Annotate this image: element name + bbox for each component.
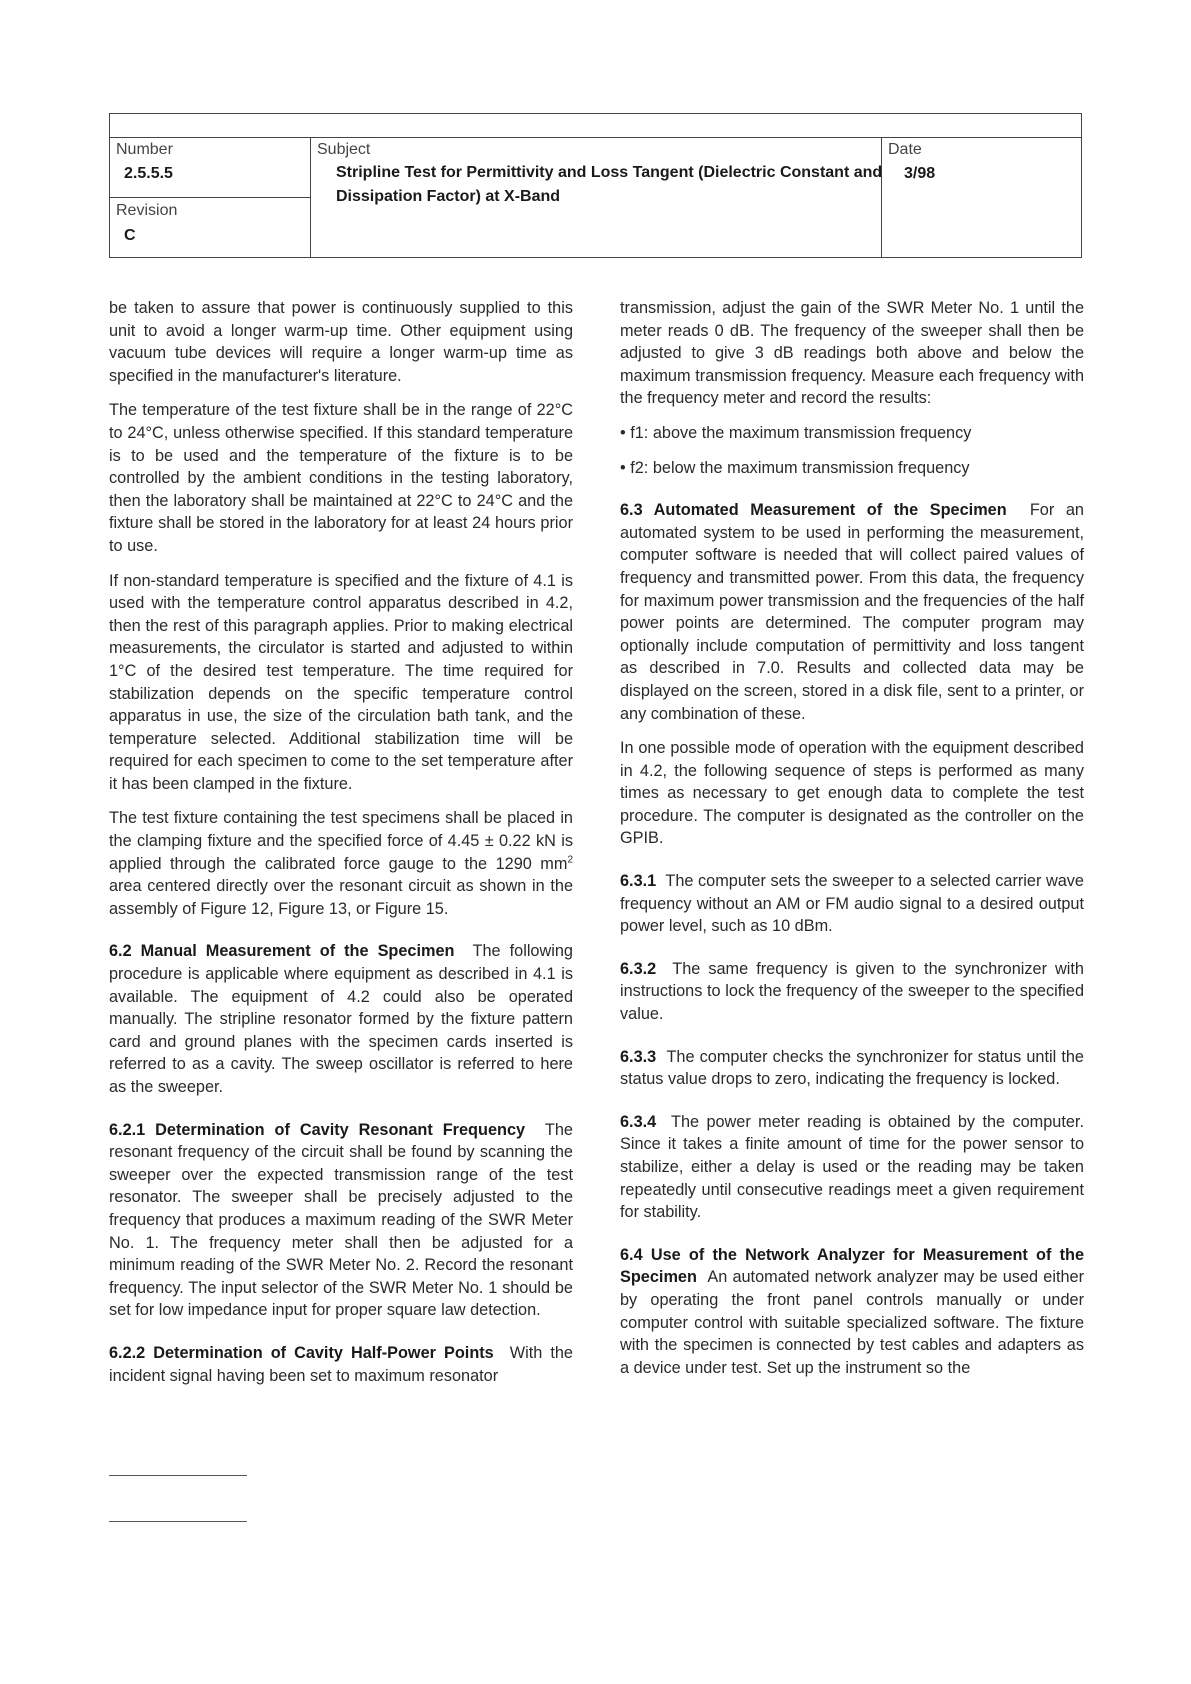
paragraph-temperature-range: The temperature of the test fixture shall be in the range of 22°C to 24°C, unless otherwise specified. If this standard temperature is to be used and the temperature of the fixture is to be controlled by the ambient conditions in the testing laboratory, then the laboratory shall be maintained at 22°C to 24°C and the fixture shall be stored in the laboratory for at least 24 hours prior to use. xyxy=(109,401,573,555)
section-6-2-2-text: With the incident signal having been set to maximum resonator xyxy=(109,1343,573,1385)
left-text-column xyxy=(109,297,573,1399)
step-6-3-1 xyxy=(620,870,1084,938)
header-divider-number-subject xyxy=(310,137,311,257)
subject-label: Subject xyxy=(317,141,371,158)
clamping-text-a: The test fixture containing the test specimens shall be placed in the clamping fixture and the specified force of 4.45 ± 0.22 kN is applied through the calibrated force gauge to the 1290 mm xyxy=(109,809,573,873)
section-6-4-heading: 6.4 Use of the Network Analyzer for Measurement of the Specimen xyxy=(620,1245,1084,1287)
section-6-2-heading: 6.2 Manual Measurement of the Specimen xyxy=(109,942,455,961)
bullet-f2: • f2: below the maximum transmission frequency xyxy=(620,458,970,477)
footnote-rule-1 xyxy=(109,1475,247,1476)
paragraph-half-power-continued: transmission, adjust the gain of the SWR Meter No. 1 until the meter reads 0 dB. The frequency of the sweeper shall then be adjusted to give 3 dB readings both above and below the maximum transmission frequency. Measure each frequency with the frequency meter and record the results: xyxy=(620,299,1084,408)
revision-value: C xyxy=(124,227,136,244)
section-6-3-text: For an automated system to be used in performing the measurement, computer software is needed that will collect paired values of frequency and transmitted power. From this data, the frequency for maximum power transmission and the frequencies of the half power points are determined. The computer program may optionally include computation of permittivity and loss tangent as described in 7.0. Results and collected data may be displayed on the screen, stored in a disk file, sent to a printer, or any combination of these. xyxy=(620,501,1084,723)
section-6-3-heading: 6.3 Automated Measurement of the Specimen xyxy=(620,501,1007,520)
step-6-3-1-text: The computer sets the sweeper to a selected carrier wave frequency without an AM or FM audio signal to a desired output power level, such as 10 dBm. xyxy=(620,872,1084,936)
step-6-3-3-text: The computer checks the synchronizer for status until the status value drops to zero, indicating the frequency is locked. xyxy=(620,1047,1084,1089)
section-6-2-2 xyxy=(109,1342,573,1387)
date-label: Date xyxy=(888,141,922,158)
paragraph-operation-mode: In one possible mode of operation with the equipment described in 4.2, the following sequence of steps is performed as many times as necessary to get enough data to complete the test procedure. The computer is designated as the controller on the GPIB. xyxy=(620,739,1084,848)
revision-label: Revision xyxy=(116,202,178,219)
section-6-4 xyxy=(620,1244,1084,1380)
step-6-3-1-heading: 6.3.1 xyxy=(620,872,657,891)
step-6-3-3 xyxy=(620,1046,1084,1091)
number-value: 2.5.5.5 xyxy=(124,165,173,182)
section-6-3 xyxy=(620,499,1084,725)
step-6-3-3-heading: 6.3.3 xyxy=(620,1047,657,1066)
footnote-rule-2 xyxy=(109,1521,247,1522)
step-6-3-2-text: The same frequency is given to the synchronizer with instructions to lock the frequency of the sweeper to the specified value. xyxy=(620,959,1084,1024)
document-header-table xyxy=(109,113,1082,258)
paragraph-nonstandard-temperature: If non-standard temperature is specified and the fixture of 4.1 is used with the temperature control apparatus described in 4.2, then the rest of this paragraph applies. Prior to making electrical measurements, the circulator is started and adjusted to within 1°C of the desired test temperature. The time required for stabilization depends on the specific temperature control apparatus in use, the size of the circulation bath tank, and the temperature selected. Additional stabilization time will be required for each specimen to come to the set temperature after it has been clamped in the fixture. xyxy=(109,571,573,793)
section-6-2-1 xyxy=(109,1119,573,1322)
right-text-column xyxy=(620,297,1084,1391)
step-6-3-2-heading: 6.3.2 xyxy=(620,959,657,978)
date-value: 3/98 xyxy=(904,165,936,182)
step-6-3-4 xyxy=(620,1111,1084,1224)
paragraph-warmup: be taken to assure that power is continuously supplied to this unit to avoid a longer warm-up time. Other equipment using vacuum tube devices will require a longer warm-up time as specified in the manufacturer's literature. xyxy=(109,299,573,385)
superscript-2: 2 xyxy=(567,854,573,866)
clamping-text-b: area centered directly over the resonant circuit as shown in the assembly of Figure 12, Figure 13, or Figure 15. xyxy=(109,877,573,918)
step-6-3-2 xyxy=(620,958,1084,1026)
header-divider-number-revision xyxy=(110,197,310,198)
section-6-2-1-heading: 6.2.1 Determination of Cavity Resonant Frequency xyxy=(109,1120,526,1139)
bullet-f1: • f1: above the maximum transmission frequency xyxy=(620,423,972,442)
step-6-3-4-text: The power meter reading is obtained by the computer. Since it takes a finite amount of time for the power sensor to stabilize, either a delay is used or the reading may be taken repeatedly until consecutive readings meet a given requirement for stability. xyxy=(620,1112,1084,1222)
number-label: Number xyxy=(116,141,173,158)
paragraph-clamping-force xyxy=(109,807,573,920)
section-6-2-2-heading: 6.2.2 Determination of Cavity Half-Power Points xyxy=(109,1343,494,1362)
header-top-strip xyxy=(110,114,1081,138)
section-6-2-text: The following procedure is applicable where equipment as described in 4.1 is available. The equipment of 4.2 could also be operated manually. The stripline resonator formed by the fixture pattern card and ground planes with the specimen cards inserted is referred to as a cavity. The sweep oscillator is referred to here as the sweeper. xyxy=(109,942,573,1096)
section-6-4-text: An automated network analyzer may be used either by operating the front panel controls manually or under computer control with suitable specialized software. The fixture with the specimen is connected by test cables and adapters as a device under test. Set up the instrument so the xyxy=(620,1268,1084,1377)
step-6-3-4-heading: 6.3.4 xyxy=(620,1112,657,1131)
section-6-2-1-text: The resonant frequency of the circuit shall be found by scanning the sweeper over the expected transmission range of the test resonator. The sweeper shall be precisely adjusted to the frequency that produces a maximum reading of the SWR Meter No. 1. The frequency meter shall then be adjusted for a minimum reading of the SWR Meter No. 2. Record the resonant frequency. The input selector of the SWR Meter No. 1 should be set for low impedance input for proper square law detection. xyxy=(109,1120,573,1320)
subject-value: Stripline Test for Permittivity and Loss Tangent (Dielectric Constant and Dissipation Factor) at X-Band xyxy=(336,164,883,205)
section-6-2 xyxy=(109,940,573,1098)
